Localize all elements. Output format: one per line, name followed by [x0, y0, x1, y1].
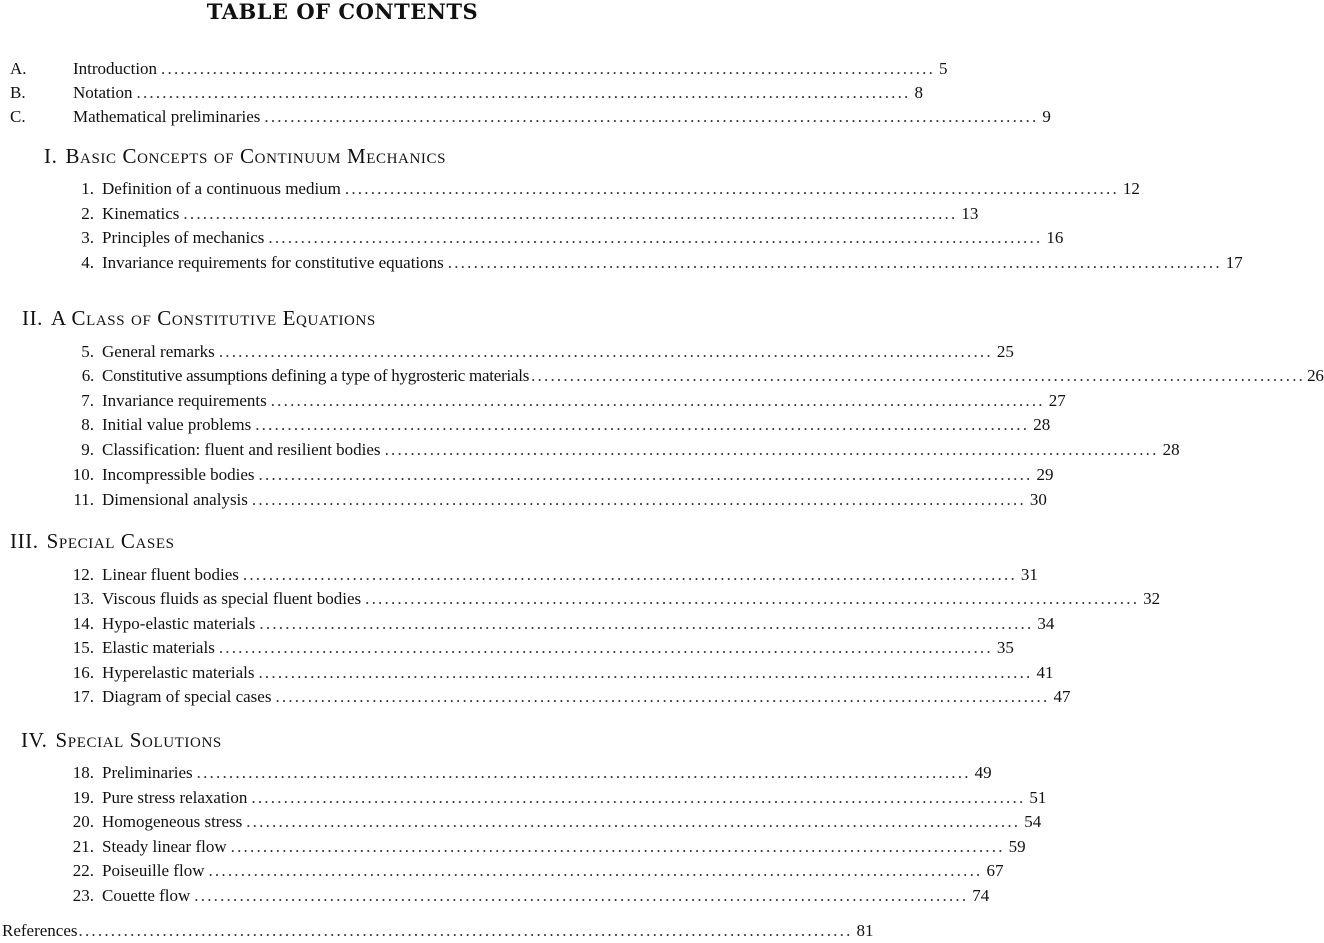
toc-entry-notation[interactable]: [10, 81, 923, 105]
dot-leader: ........................................................................................................................: [268, 228, 1043, 247]
entry-letter: A.: [10, 59, 27, 78]
dot-leader: ........................................................................................................................: [251, 490, 1026, 509]
entry-page: 31: [1020, 565, 1038, 584]
entry-page: 59: [1008, 837, 1026, 856]
entry-number: 20.: [72, 812, 94, 831]
entry-label: Invariance requirements: [102, 391, 267, 410]
entry-label: Dimensional analysis: [102, 490, 248, 509]
toc-entry-21[interactable]: [70, 835, 1026, 859]
chapter-title: A Class of Constitutive Equations: [51, 306, 376, 330]
entry-number: 22.: [72, 861, 94, 880]
entry-page: 54: [1024, 812, 1042, 831]
entry-letter: C.: [10, 107, 26, 126]
toc-entry-1[interactable]: [70, 177, 1140, 201]
entry-label: Principles of mechanics: [102, 228, 265, 247]
entry-page: 28: [1162, 440, 1180, 459]
entry-page: 12: [1122, 179, 1140, 198]
entry-label: Steady linear flow: [102, 837, 227, 856]
toc-entry-16[interactable]: [70, 661, 1054, 685]
dot-leader: ........................................................................................................................: [270, 391, 1045, 410]
entry-page: 41: [1036, 663, 1054, 682]
entry-number: 19.: [72, 788, 94, 807]
entry-number: 2.: [81, 204, 94, 223]
chapter-heading-4[interactable]: [21, 726, 222, 754]
chapter-heading-3[interactable]: [10, 527, 175, 555]
toc-entry-19[interactable]: [70, 786, 1047, 810]
entry-page: 67: [986, 861, 1004, 880]
entry-page: 27: [1048, 391, 1066, 410]
entry-label: Linear fluent bodies: [102, 565, 239, 584]
entry-letter: B.: [10, 83, 26, 102]
toc-entry-6[interactable]: [70, 364, 1324, 388]
toc-entry-18[interactable]: [70, 761, 992, 785]
entry-number: 8.: [81, 415, 94, 434]
toc-entry-2[interactable]: [70, 202, 979, 226]
entry-label: Diagram of special cases: [102, 687, 272, 706]
entry-page: 81: [856, 921, 874, 940]
entry-number: 13.: [72, 589, 94, 608]
toc-entry-10[interactable]: [70, 463, 1054, 487]
chapter-numeral: II.: [22, 306, 44, 330]
chapter-numeral: III.: [10, 529, 39, 553]
toc-entry-23[interactable]: [70, 884, 990, 908]
chapter-heading-2[interactable]: [22, 304, 376, 332]
entry-number: 16.: [72, 663, 94, 682]
entry-page: 8: [914, 83, 923, 102]
chapter-title: Special Solutions: [55, 728, 222, 752]
dot-leader: ........................................................................................................................: [218, 638, 993, 657]
dot-leader: ........................................................................................................................: [161, 59, 936, 78]
dot-leader: ........................................................................................................................: [275, 687, 1050, 706]
dot-leader: ........................................................................................................................: [183, 204, 958, 223]
entry-number: 7.: [81, 391, 94, 410]
dot-leader: ........................................................................................................................: [208, 861, 983, 880]
entry-label: Preliminaries: [102, 763, 193, 782]
entry-label: Incompressible bodies: [102, 465, 255, 484]
entry-label: Hypo-elastic materials: [102, 614, 256, 633]
entry-page: 49: [974, 763, 992, 782]
entry-label: Definition of a continuous medium: [102, 179, 341, 198]
toc-title: TABLE OF CONTENTS: [206, 0, 479, 24]
toc-entry-12[interactable]: [70, 563, 1038, 587]
entry-label: Kinematics: [102, 204, 180, 223]
entry-page: 17: [1225, 253, 1243, 272]
entry-number: 6.: [81, 366, 94, 385]
entry-page: 5: [939, 59, 948, 78]
entry-label: Homogeneous stress: [102, 812, 243, 831]
dot-leader: ........................................................................................................................: [344, 179, 1119, 198]
toc-entry-5[interactable]: [70, 340, 1014, 364]
dot-leader: ........................................................................................................................: [196, 763, 971, 782]
dot-leader: ........................................................................................................................: [218, 342, 993, 361]
dot-leader: ........................................................................................................................: [258, 465, 1033, 484]
entry-page: 13: [961, 204, 979, 223]
toc-entry-references[interactable]: [2, 919, 874, 943]
dot-leader: ........................................................................................................................: [246, 812, 1021, 831]
chapter-title: Basic Concepts of Continuum Mechanics: [65, 144, 447, 168]
toc-entry-22[interactable]: [70, 859, 1004, 883]
entry-number: 17.: [72, 687, 94, 706]
chapter-numeral: IV.: [21, 728, 48, 752]
entry-page: 28: [1033, 415, 1051, 434]
entry-number: 14.: [72, 614, 94, 633]
dot-leader: ........................................................................................................................: [259, 614, 1034, 633]
entry-page: 74: [972, 886, 990, 905]
toc-entry-introduction[interactable]: [10, 57, 948, 81]
entry-number: 1.: [81, 179, 94, 198]
entry-number: 21.: [72, 837, 94, 856]
dot-leader: ........................................................................................................................: [258, 663, 1033, 682]
entry-label: Hyperelastic materials: [102, 663, 255, 682]
dot-leader: ........................................................................................................................: [78, 921, 853, 940]
toc-entry-20[interactable]: [70, 810, 1042, 834]
entry-page: 51: [1029, 788, 1047, 807]
entry-number: 10.: [72, 465, 94, 484]
dot-leader: ........................................................................................................................: [230, 837, 1005, 856]
toc-entry-11[interactable]: [70, 488, 1047, 512]
toc-entry-4[interactable]: [70, 251, 1243, 275]
chapter-numeral: I.: [44, 144, 58, 168]
entry-number: 23.: [72, 886, 94, 905]
entry-page: 34: [1037, 614, 1055, 633]
toc-entry-3[interactable]: [70, 226, 1064, 250]
entry-label: Invariance requirements for constitutive equations: [102, 253, 444, 272]
dot-leader: ........................................................................................................................: [136, 83, 911, 102]
dot-leader: ........................................................................................................................: [447, 253, 1222, 272]
entry-page: 30: [1029, 490, 1047, 509]
entry-page: 47: [1053, 687, 1071, 706]
entry-label: General remarks: [102, 342, 215, 361]
dot-leader: ........................................................................................................................: [194, 886, 969, 905]
dot-leader: ........................................................................................................................: [264, 107, 1039, 126]
entry-number: 11.: [73, 490, 94, 509]
entry-page: 16: [1046, 228, 1064, 247]
toc-entry-14[interactable]: [70, 612, 1055, 636]
toc-entry-17[interactable]: [70, 685, 1071, 709]
entry-page: 32: [1143, 589, 1161, 608]
entry-label: Constitutive assumptions defining a type of hygrosteric materials: [102, 366, 530, 385]
entry-number: 15.: [72, 638, 94, 657]
entry-number: 5.: [81, 342, 94, 361]
entry-label: Poiseuille flow: [102, 861, 205, 880]
entry-page: 26: [1307, 366, 1324, 385]
entry-label: Initial value problems: [102, 415, 252, 434]
dot-leader: ........................................................................................................................: [242, 565, 1017, 584]
dot-leader: ........................................................................................................................: [255, 415, 1030, 434]
dot-leader: ........................................................................................................................: [251, 788, 1026, 807]
entry-number: 9.: [81, 440, 94, 459]
entry-label: Pure stress relaxation: [102, 788, 248, 807]
entry-page: 35: [996, 638, 1014, 657]
toc-entry-13[interactable]: [70, 587, 1161, 611]
toc-entry-9[interactable]: [70, 438, 1180, 462]
dot-leader: ........................................................................................................................: [384, 440, 1159, 459]
entry-label: Introduction: [73, 59, 158, 78]
toc-entry-8[interactable]: [70, 413, 1051, 437]
entry-number: 12.: [72, 565, 94, 584]
entry-number: 3.: [81, 228, 94, 247]
entry-page: 25: [996, 342, 1014, 361]
entry-label: References: [2, 921, 78, 940]
entry-label: Couette flow: [102, 886, 191, 905]
toc-entry-15[interactable]: [70, 636, 1014, 660]
entry-number: 4.: [81, 253, 94, 272]
entry-label: Elastic materials: [102, 638, 215, 657]
entry-label: Viscous fluids as special fluent bodies: [102, 589, 362, 608]
entry-page: 9: [1042, 107, 1051, 126]
chapter-heading-1[interactable]: [44, 142, 446, 170]
toc-entry-7[interactable]: [70, 389, 1066, 413]
chapter-title: Special Cases: [46, 529, 175, 553]
entry-label: Mathematical preliminaries: [73, 107, 261, 126]
entry-label: Notation: [73, 83, 133, 102]
entry-page: 29: [1036, 465, 1054, 484]
dot-leader: ........................................................................................................................: [365, 589, 1140, 608]
dot-leader: ........................................................................................................................: [531, 366, 1306, 385]
entry-label: Classification: fluent and resilient bodies: [102, 440, 381, 459]
toc-entry-mathematical-preliminaries[interactable]: [10, 105, 1051, 129]
entry-number: 18.: [72, 763, 94, 782]
